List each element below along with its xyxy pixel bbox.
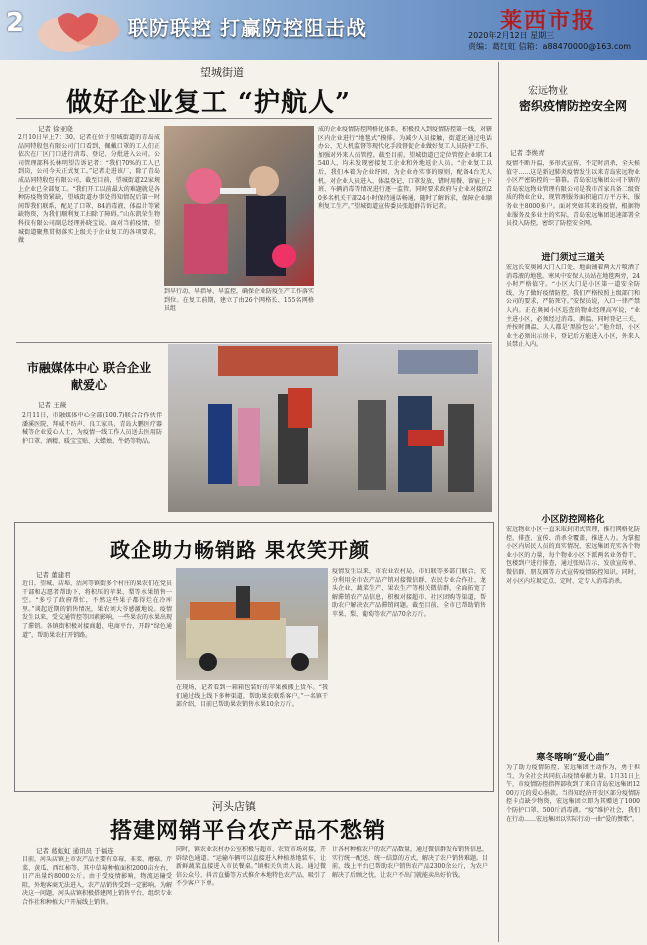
lead-kicker: 望城街道 xyxy=(200,66,244,79)
online-headline: 搭建网销平台农产品不愁销 xyxy=(110,818,387,844)
workers-temperature-check-icon xyxy=(164,126,314,286)
truck-loading-icon xyxy=(176,568,328,680)
right-section-1-title: 进门须过三道关 xyxy=(541,253,605,263)
newspaper-masthead: 莱西市报 xyxy=(500,8,597,34)
page-banner xyxy=(0,0,647,60)
column-divider xyxy=(498,62,499,942)
lead-photo xyxy=(164,126,314,286)
lead-body-left: 2月10日早上7：30，记者在位于望城街道的青岛成品同特殷包有限公司门口看到，佩戴口罩的工人们正依次在厂区门口进行消毒、登记、分批进入公司。公司管理部科长林明望告诉记者：“我们70%的工人已到岗，公司今天正式复工。”记者走进该厂，除了青岛成品同特殷包有限公司，截至目前，望城街道22家规上企业已全部复工。“我们开工以前最大的难题就是各种防疫物资紧缺，望城街道办事处得知情况后第一时间帮我们联系，配足了口罩、84消毒液、体温计等紧缺物资，为我们顺利复工扫除了障碍。”山东凯荣生物科技有限公司副总经理孙晓宝说。面对当前疫情，望城街道聚焦贯彻落实上级关于企业复工的各项要求，做 xyxy=(18,134,160,245)
right-author: 记者 李焕青 xyxy=(510,149,545,157)
product-body-b: 在现场，记者看到一箱箱包装好的苹果被搬上货车。“我们通过线上线下多种渠道，帮助果农联系客户。”一名镇干部介绍，目前已帮助果农销售水果10余万斤。 xyxy=(176,684,328,709)
right-kicker: 宏远物业 xyxy=(528,86,568,97)
right-section-1-body: 宏远长安奥园大门入口处，地面铺着两大片喷洒了消毒液的地毯。寒风中安保人员站在地毯两旁，24小时严格值守。“小区大门是小区第一道安全防线，为了做好疫情防控，我们严格按照上级部门和公司的要求，严防死守。”安保员说，入口一律严禁人内。正在奥园小区巡查的物业经理高军说，“业主进小区，必须经过消毒、测温、同时登记三关，并按时测温，人人都是‘黑脸包公’。”他介绍，小区业主必须出示房卡，登记后方能进入小区，外来人员禁止入内。 xyxy=(506,264,640,349)
product-headline: 政企助力畅销路 果农笑开颜 xyxy=(110,538,370,562)
online-body-b: 同时，镇农业农村办公室积极与超市、农贸市场对接，开辟绿色通道。“运输车辆可以直接进入种植基地装车，让新鲜蔬菜直接进入市民餐桌。”镇相关负责人说。通过微信公众号、抖音直播等方式推介本地特色农产品，吸引了不少客户下单。 xyxy=(176,846,326,888)
right-body: 疫情不断升温，多形式宣传，不定时消杀，全天候值守……这是新冠肺炎疫情发生以来青岛宏远物业小区严密防控的一幕幕。青岛宏远集团公司下辖的青岛宏远物业管理有限公司是我市首家具备二级资质的物业企业，现管理服务面积逾百万平方米，服务业主8000多户。面对突如其来的疫情，根据物业服务及多业主的实际，青岛宏远集团迅速部署全员投入防控，密织了防控安全网。 xyxy=(506,160,640,228)
edition-date: 2020年2月12日 星期三 xyxy=(468,31,555,40)
right-section-2-title: 小区防控网格化 xyxy=(541,515,605,525)
banner-slogan: 联防联控 打赢防控阻击战 xyxy=(128,16,367,40)
online-body-a: 目前，河头店镇上市农产品主要有草莓、韭菜、蘑菇、芹菜、黄瓜、西红柿等，其中草莓种植面积2000亩左右，日产出量约8000公斤。由于受疫情影响，物流运输受阻，外地客商无法进入，农产品销售受到一定影响。为解决这一问题，河头店镇积极搭建网上销售平台，组织专业合作社和种植大户开展线上销售。 xyxy=(22,856,172,906)
product-photo xyxy=(176,568,328,680)
clasped-hands-icon xyxy=(28,4,128,54)
right-section-3-title: 寒冬喀响“爱心曲” xyxy=(536,753,610,763)
right-section-3-body: 为了助力疫情防控，宏远集团主动作为，勇于担当，为全社会共同抗击疫情奉献力量。1月31日上午，市疫情防控指挥部收到了来自青岛宏远集团1200万元的爱心捐款。当得知经济开发区部分疫情防控卡点缺少物资，宏远集团立即为其赠送了1000个防护口罩、500斤消毒液。“疫”维护社会，我们在行动……宏远集团以实际行动一曲“爱的赞歌”。 xyxy=(506,764,640,823)
donation-photo xyxy=(168,344,492,512)
edition-editor: 责编：葛红虹 信箱：a88470000@163.com xyxy=(468,42,632,51)
product-author: 记者 董建君 xyxy=(36,571,71,579)
donation-scene-icon xyxy=(168,344,492,512)
online-body-c: 计各村种植农户的农产品数量，通过微信群发布销售信息，实行统一配送、统一结算的方式，解决了农户销售难题。目前，线上平台已帮助农户销售农产品2300余公斤，为农户解决了后顾之忧，让农户不出门就能卖出好价钱。 xyxy=(332,846,488,879)
right-section-2-body: 宏远物业小区一直采取封闭式管理，推行网格化防控，排查、宣传、消杀全覆盖，推进人力。为掌握小区内居民人员的真实情况，宏远集团充实各个物业小区的力量，每个物业小区下派两名业务骨干，包楼到户进行排查，通过张贴告示、发放宣传单、微信群、朋友圈等方式宣传疫情防控知识。同时，对小区内垃圾定点、定时、定专人消毒消杀。 xyxy=(506,526,640,585)
lead-headline: 做好企业复工 “护航人” xyxy=(66,88,351,118)
lead-divider xyxy=(16,118,492,119)
online-author: 记者 葛虹虹 通讯员 于福连 xyxy=(36,847,114,855)
lead-author: 记者 徐亚晓 xyxy=(38,125,73,133)
online-kicker: 河头店镇 xyxy=(212,800,256,813)
product-body-c: 疫情发生以来，市农业农村局、市妇联等多部门联合，充分利用全市农产品产销对接微信群、农民专业合作社、龙头企业、蔬菜生产、果农生产等相关微信群，全面拓宽了解滞销农产品信息，积极对接超市、社区团购等渠道，帮助农户解决农产品滞销问题。截至目前，全市已帮助销售苹果、梨、葡萄等农产品70余万斤。 xyxy=(332,568,486,618)
section-divider xyxy=(16,342,492,343)
product-body-a: 近日，望城、店埠、沽河等镇街多个村庄的果农们在党员干部和志愿者帮助下，将积压的苹果、梨等水果销售一空。“多亏了政府帮忙，不然这些果子都得烂在冷库里。”谈起近期的销售情况，果农刘大爷感激地说。疫情发生以来，受交通管控等因素影响，一些果农的水果出现了滞销。各镇街积极对接商超、电商平台，开辟“绿色通道”，帮助果农打开销路。 xyxy=(22,580,172,639)
donation-author: 记者 王薇 xyxy=(38,401,67,409)
lead-body-bottom: 到早行动、早指导、早监控，确保企业防疫生产工作落实到位。在复工前期，建立了由26个网格长、155名网格员组 xyxy=(164,288,314,313)
lead-body-right: 成的企业疫情防控网格化体系，积极投入到疫情防控第一线，对辖区内企业进行“地毯式”摸排。为减少人员接触，街道还通过电话办公、无人机监督等现代化手段督促企业做好复工人员防护工作、加强对外来人员管控。截至目前，望城街道已定位管控企业职工4540人，均未发现密接复工企业和外地返企人员。“企业复工以后，我们本着为企业纾困、为企业办实事的原则，配备4台无人机，对企业人员进入、体温登记、口罩发放、错时用餐、留宿上下班、车辆消毒等情况进行逐一监管，同时要求政府与企业对接的20多名机关干部24小时保持通话畅通，随时了解诉求，保障企业顺利复工生产。”望城街道宣传委员张超群告诉记者。 xyxy=(318,126,492,211)
right-headline: 密织疫情防控安全网 xyxy=(518,99,627,113)
edition-info xyxy=(468,30,643,52)
page-number: 2 xyxy=(6,8,25,38)
donation-headline: 市融媒体中心 联合企业献爱心 xyxy=(26,361,152,392)
donation-body: 2月11日，市融媒体中心全部(100.7)联合合作伙伴潘溪医院、拜威不纺声、良工家具、青岛大鹏医疗器械等企业爱心人士，为疫情一线工作人员送去医用防护口罩、酒精、暖宝宝贴、大蜡烛、牛奶等物品。 xyxy=(22,412,162,445)
